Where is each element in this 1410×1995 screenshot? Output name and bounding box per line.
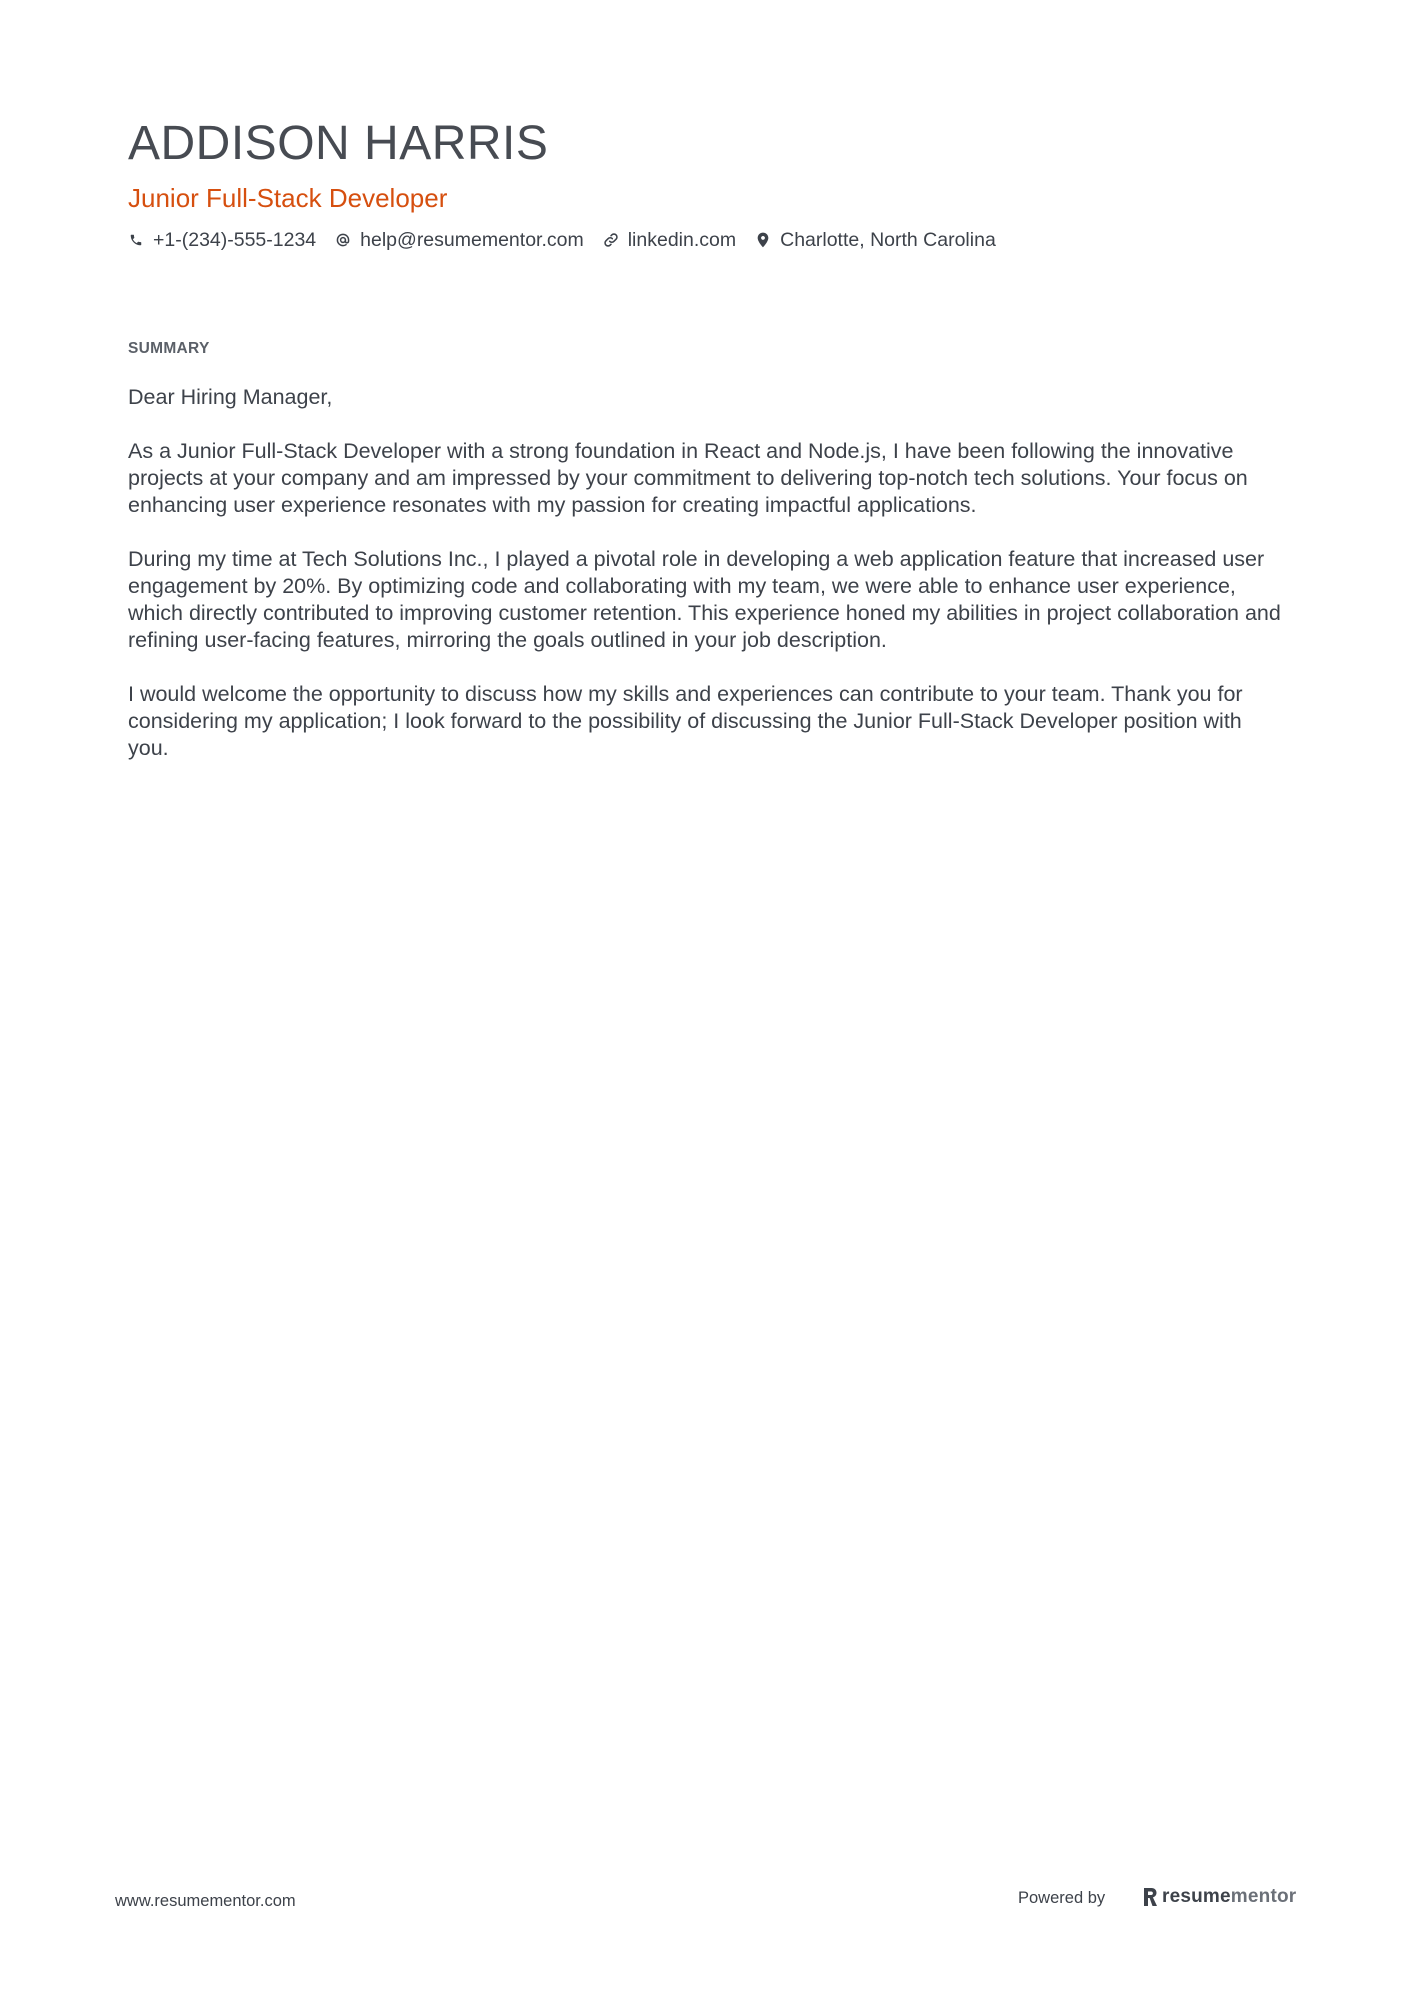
linkedin-url: linkedin.com <box>627 228 737 251</box>
contact-email <box>335 229 584 252</box>
phone-icon <box>128 232 144 248</box>
location-text: Charlotte, North Carolina <box>780 228 996 251</box>
location-pin-icon <box>755 232 771 248</box>
letter-paragraph: During my time at Tech Solutions Inc., I played a pivotal role in developing a web application feature that increased user engagement by 20%. By optimizing code and collaborating with my team, we were able to enhance user experience, which directly contributed to improving customer retention. This experience honed my abilities in project collaboration and refining user-facing features, mirroring the goals outlined in your job description. <box>128 547 1281 652</box>
phone-number: +1-(234)-555-1234 <box>153 228 317 251</box>
email-address: help@resumementor.com <box>360 228 584 251</box>
brand-name-part1: resume <box>1162 1886 1231 1907</box>
link-icon <box>603 232 619 248</box>
at-icon <box>335 232 351 248</box>
footer-website[interactable]: www.resumementor.com <box>115 1892 296 1910</box>
resumementor-logo-icon <box>1142 1887 1158 1907</box>
salutation: Dear Hiring Manager, <box>128 385 333 409</box>
letter-paragraph: I would welcome the opportunity to discuss how my skills and experiences can contribute to your team. Thank you for considering my application; I look forward to the possibility of discussing the Junior Full-Stack Developer position with you. <box>128 682 1243 760</box>
candidate-name: ADDISON HARRIS <box>128 117 549 170</box>
brand-name-part2: mentor <box>1230 1886 1297 1907</box>
letter-body <box>128 384 1288 789</box>
summary-heading: SUMMARY <box>128 340 210 357</box>
job-title: Junior Full-Stack Developer <box>128 183 448 213</box>
contact-phone <box>128 229 316 252</box>
contact-info <box>128 226 1015 254</box>
brand-logo[interactable] <box>1142 1884 1296 1910</box>
contact-location <box>755 229 996 252</box>
letter-paragraph: As a Junior Full-Stack Developer with a strong foundation in React and Node.js, I have been following the innovative projects at your company and am impressed by your commitment to delivering top-notch tech solutions. Your focus on enhancing user experience resonates with my passion for creating impactful applications. <box>128 439 1248 517</box>
powered-by-label: Powered by <box>1018 1889 1106 1907</box>
contact-linkedin <box>603 229 736 252</box>
